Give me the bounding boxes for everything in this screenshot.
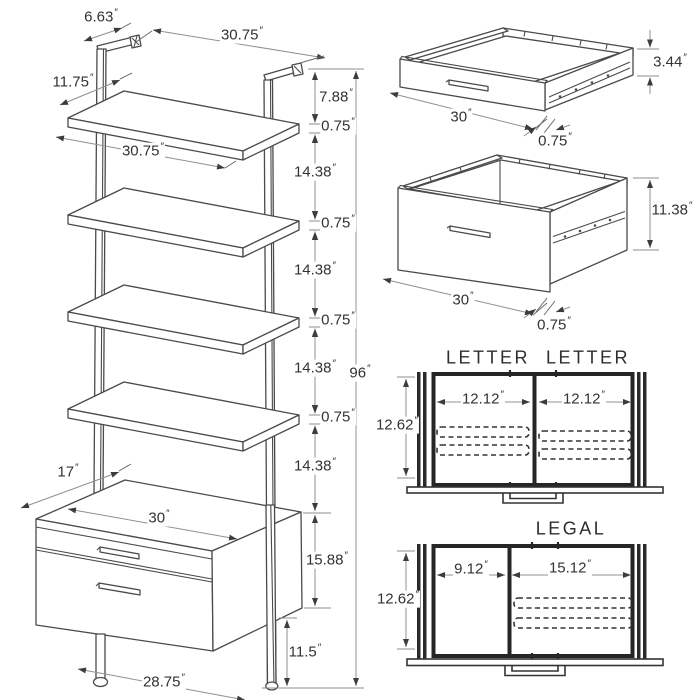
dim-large-drawer-height: 11.38″	[651, 200, 693, 219]
legal-file-drawing	[407, 542, 663, 676]
bookshelf-drawing	[36, 35, 303, 690]
dim-legal-right-width: 15.12″	[548, 558, 592, 577]
dim-shelf-gap-3: 14.38″	[293, 358, 337, 377]
dim-legal-left-width: 9.12″	[454, 559, 488, 578]
dim-shelf-thickness-4: 0.75″	[321, 407, 355, 426]
dim-top-width: 30.75″	[220, 25, 264, 44]
dim-small-drawer-front: 0.75″	[538, 131, 572, 150]
dim-cabinet-depth: 17″	[57, 462, 79, 481]
dim-top-gap: 7.88″	[319, 87, 353, 106]
legal-title: LEGAL	[535, 518, 607, 539]
dim-cabinet-width: 30″	[148, 508, 170, 527]
dim-hook-depth: 6.63″	[84, 7, 118, 26]
dim-shelf-thickness-3: 0.75″	[321, 310, 355, 329]
dim-base-width: 28.75″	[142, 672, 186, 691]
letter-file-drawing	[407, 370, 663, 503]
dim-shelf-gap-4: 14.38″	[293, 456, 337, 475]
dim-shelf-gap-2: 14.38″	[293, 260, 337, 279]
dim-shelf-gap-1: 14.38″	[293, 162, 337, 181]
dim-leg-clearance: 11.5″	[288, 642, 322, 661]
dim-small-drawer-width: 30″	[450, 107, 472, 126]
dim-legal-depth: 12.62″	[376, 589, 420, 608]
dim-hook-side-depth: 11.75″	[52, 72, 94, 91]
dim-shelf-width: 30.75″	[121, 141, 165, 160]
dim-letter-right-width: 12.12″	[562, 389, 606, 408]
dim-cabinet-height: 15.88″	[305, 550, 349, 569]
dim-shelf-thickness-1: 0.75″	[321, 116, 355, 135]
letter-title-left: LETTER	[445, 347, 531, 368]
dim-letter-depth: 12.62″	[375, 415, 419, 434]
large-drawer-drawing	[398, 155, 627, 292]
dim-large-drawer-front: 0.75″	[537, 315, 571, 334]
dim-shelf-thickness-2: 0.75″	[321, 213, 355, 232]
dim-letter-left-width: 12.12″	[461, 389, 505, 408]
dim-large-drawer-width: 30″	[452, 290, 474, 309]
small-drawer-drawing	[400, 28, 633, 111]
letter-title-right: LETTER	[545, 347, 631, 368]
dim-total-height: 96″	[349, 363, 371, 382]
dim-small-drawer-height: 3.44″	[653, 52, 687, 71]
